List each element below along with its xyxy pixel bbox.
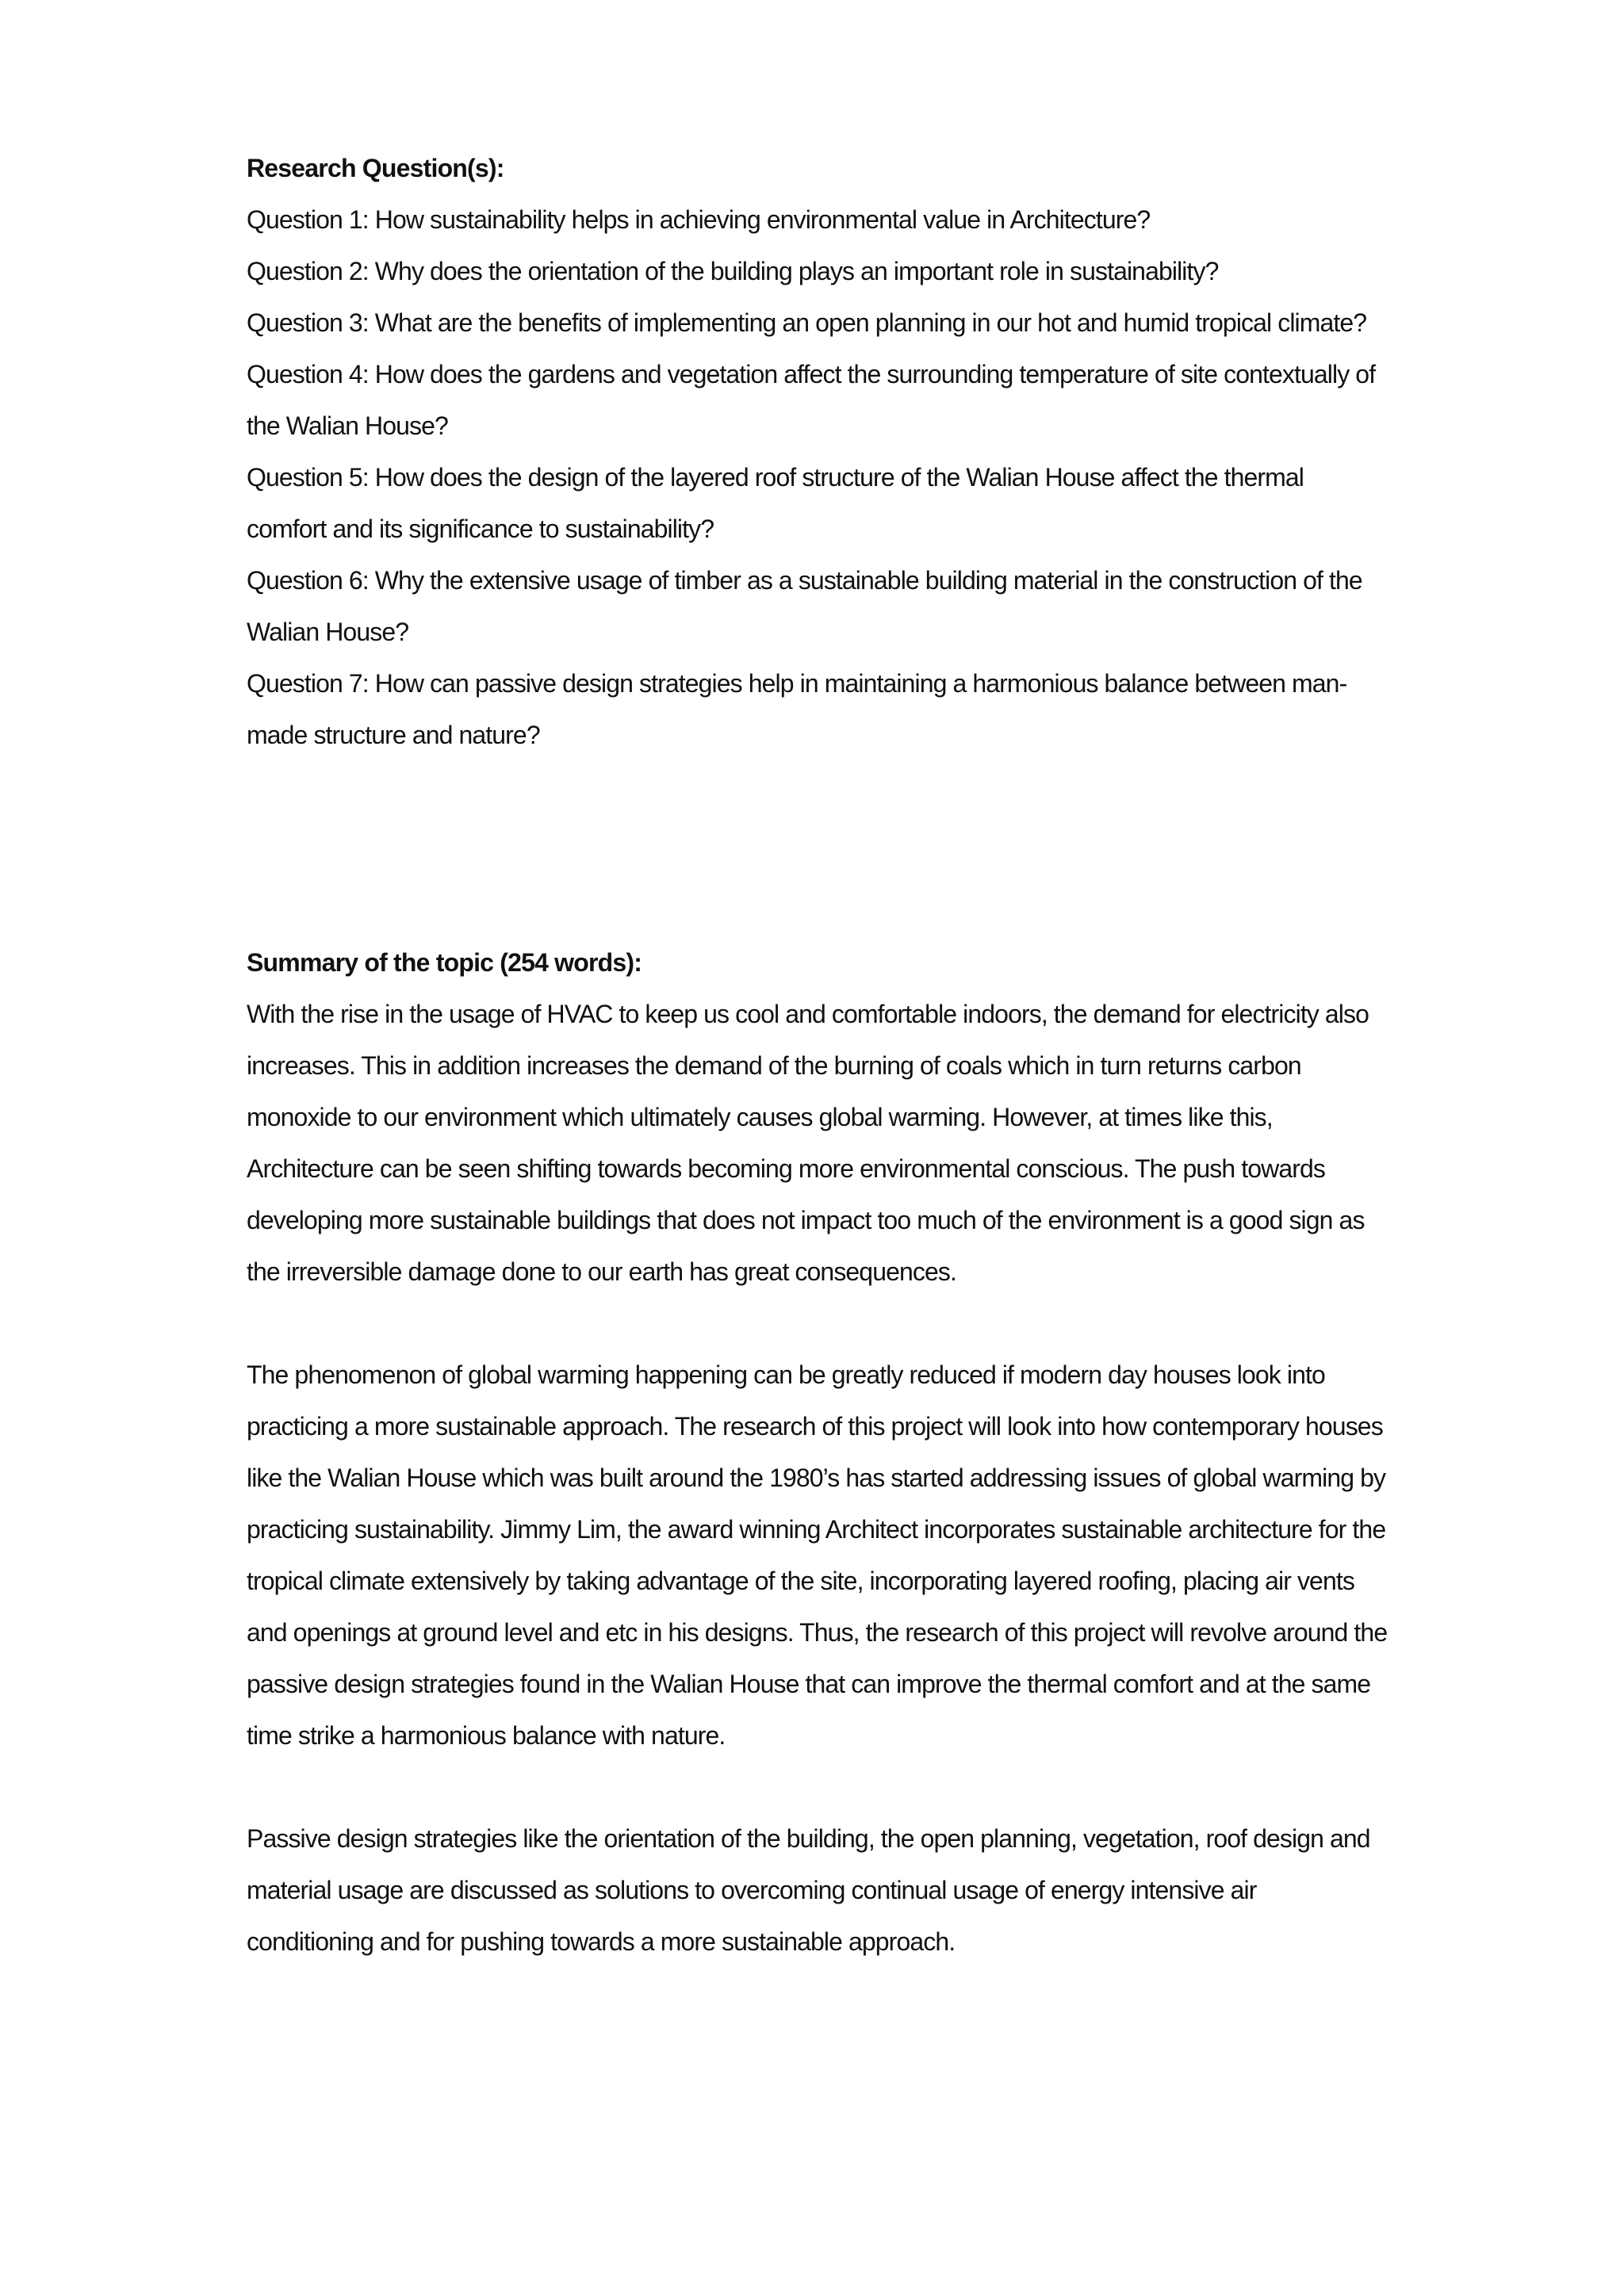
question-3: Question 3: What are the benefits of implementing an open planning in our hot and humid tropical climate? xyxy=(247,308,1367,337)
question-2: Question 2: Why does the orientation of the building plays an important role in sustainability? xyxy=(247,257,1219,285)
summary-heading: Summary of the topic (254 words): xyxy=(247,948,642,977)
document-page xyxy=(247,143,1388,1968)
question-7: Question 7: How can passive design strategies help in maintaining a harmonious balance between man-made structure and nature? xyxy=(247,669,1347,749)
summary-paragraph-2: The phenomenon of global warming happening can be greatly reduced if modern day houses look into practicing a more sustainable approach. The research of this project will look into how contemporary houses like the Walian House which was built around the 1980’s has started addressing issues of global warming by practicing sustainability. Jimmy Lim, the award winning Architect incorporates sustainable architecture for the tropical climate extensively by taking advantage of the site, incorporating layered roofing, placing air vents and openings at ground level and etc in his designs. Thus, the research of this project will revolve around the passive design strategies found in the Walian House that can improve the thermal comfort and at the same time strike a harmonious balance with nature. xyxy=(247,1360,1388,1750)
question-6: Question 6: Why the extensive usage of timber as a sustainable building material in the construction of the Walian House? xyxy=(247,566,1362,646)
question-1: Question 1: How sustainability helps in achieving environmental value in Architecture? xyxy=(247,205,1151,234)
research-questions-section xyxy=(247,143,1388,761)
question-list xyxy=(247,194,1388,761)
summary-paragraph-3: Passive design strategies like the orientation of the building, the open planning, vegetation, roof design and material usage are discussed as solutions to overcoming continual usage of energy intensive air conditioning and for pushing towards a more sustainable approach. xyxy=(247,1824,1370,1956)
question-4: Question 4: How does the gardens and vegetation affect the surrounding temperature of site contextually of the Walian House? xyxy=(247,360,1376,440)
question-5: Question 5: How does the design of the layered roof structure of the Walian House affect the thermal comfort and its significance to sustainability? xyxy=(247,463,1304,543)
summary-paragraph-1: With the rise in the usage of HVAC to keep us cool and comfortable indoors, the demand for electricity also increases. This in addition increases the demand of the burning of coals which in turn returns carbon monoxide to our environment which ultimately causes global warming. However, at times like this, Architecture can be seen shifting towards becoming more environmental conscious. The push towards developing more sustainable buildings that does not impact too much of the environment is a good sign as the irreversible damage done to our earth has great consequences. xyxy=(247,1000,1369,1286)
research-questions-heading: Research Question(s): xyxy=(247,154,504,182)
summary-section xyxy=(247,937,1388,1968)
